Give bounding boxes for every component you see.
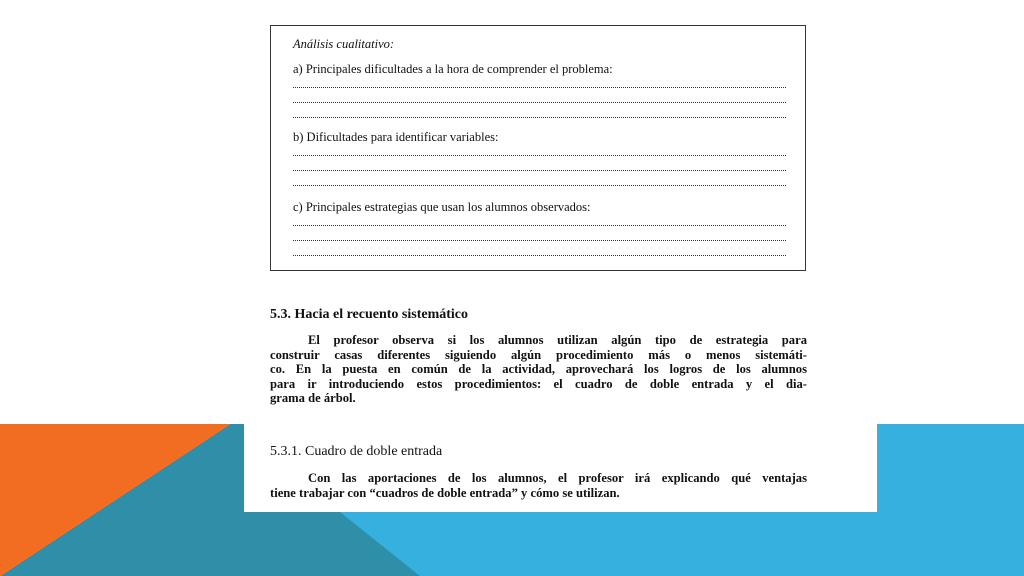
answer-line: [293, 225, 786, 226]
answer-line: [293, 87, 786, 88]
paragraph-line: El profesor observa si los alumnos utilizan algún tipo de estrategia para: [308, 333, 807, 347]
paragraph-line: construir casas diferentes siguiendo algún procedimiento más o menos sistemáti-: [270, 347, 807, 362]
question-b: b) Dificultades para identificar variables:: [293, 130, 499, 144]
section-heading: 5.3. Hacia el recuento sistemático: [270, 307, 469, 322]
paragraph-line: Con las aportaciones de los alumnos, el profesor irá explicando qué ventajas: [308, 471, 807, 485]
question-c: c) Principales estrategias que usan los alumnos observados:: [293, 200, 591, 214]
answer-line: [293, 255, 786, 256]
analysis-box: [270, 25, 806, 271]
document-page: [244, 0, 877, 512]
subsection-paragraph: [270, 471, 807, 500]
paragraph-line: tiene trabajar con “cuadros de doble entrada” y cómo se utilizan.: [270, 485, 620, 500]
section-paragraph: [270, 333, 807, 406]
teal-strip-shape: [230, 424, 244, 576]
answer-line: [293, 155, 786, 156]
answer-line: [293, 170, 786, 171]
answer-line: [293, 102, 786, 103]
paragraph-line: para ir introduciendo estos procedimientos: el cuadro de doble entrada y el dia-: [270, 376, 807, 391]
answer-line: [293, 117, 786, 118]
subsection-heading: 5.3.1. Cuadro de doble entrada: [270, 444, 443, 459]
analysis-title: Análisis cualitativo:: [293, 37, 395, 51]
answer-line: [293, 240, 786, 241]
question-a: a) Principales dificultades a la hora de comprender el problema:: [293, 62, 613, 76]
answer-line: [293, 185, 786, 186]
paragraph-line: grama de árbol.: [270, 391, 356, 406]
paragraph-line: co. En la puesta en común de la actividad, aprovechará los logros de los alumnos: [270, 362, 807, 377]
